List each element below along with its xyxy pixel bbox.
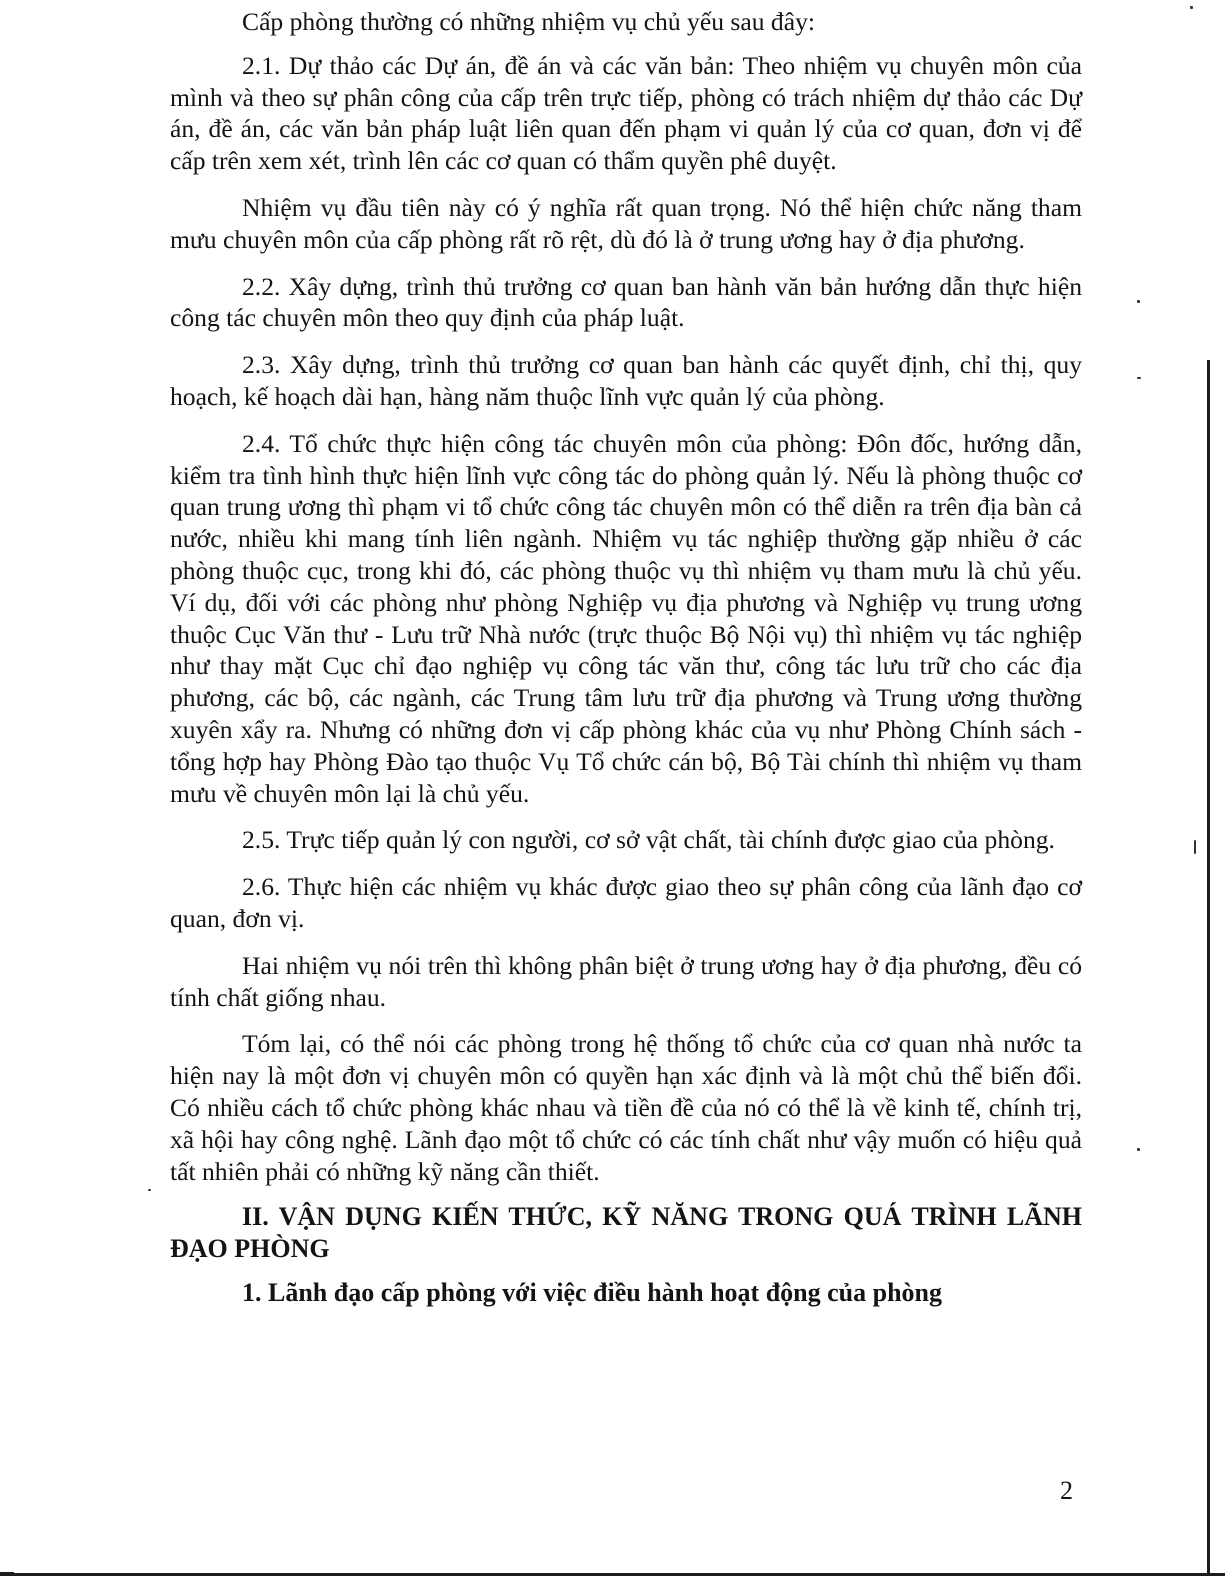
scan-bottom-border	[0, 1573, 1225, 1576]
paragraph-2-2: 2.2. Xây dựng, trình thủ trưởng cơ quan ban hành văn bản hướng dẫn thực hiện công tác chuyên môn theo quy định của pháp luật.	[170, 271, 1082, 333]
page-number: 2	[1060, 1476, 1073, 1505]
paragraph-2-1: 2.1. Dự thảo các Dự án, đề án và các văn bản: Theo nhiệm vụ chuyên môn của mình và theo sự phân công của cấp trên trực tiếp, phòng có trách nhiệm dự thảo các Dự án, đề án, các văn bản pháp luật liên quan đến phạm vi quản lý của cơ quan, đơn vị để cấp trên xem xét, trình lên các cơ quan có thẩm quyền phê duyệt.	[170, 50, 1082, 176]
paragraph-2-4: 2.4. Tổ chức thực hiện công tác chuyên môn của phòng: Đôn đốc, hướng dẫn, kiểm tra tình hình thực hiện lĩnh vực công tác do phòng quản lý. Nếu là phòng thuộc cơ quan trung ương thì phạm vi tổ chức công tác chuyên môn có thể diễn ra trên địa bàn cả nước, nhiều khi mang tính liên ngành. Nhiệm vụ tác nghiệp thường gặp nhiều ở các phòng thuộc cục, trong khi đó, các phòng thuộc vụ thì nhiệm vụ tham mưu là chủ yếu. Ví dụ, đối với các phòng như phòng Nghiệp vụ địa phương và Nghiệp vụ trung ương thuộc Cục Văn thư - Lưu trữ Nhà nước (trực thuộc Bộ Nội vụ) thì nhiệm vụ tác nghiệp như thay mặt Cục chỉ đạo nghiệp vụ công tác văn thư, công tác lưu trữ cho các địa phương, các bộ, các ngành, các Trung tâm lưu trữ địa phương và Trung ương thường xuyên xẩy ra. Nhưng có những đơn vị cấp phòng khác của vụ như Phòng Chính sách - tổng hợp hay Phòng Đào tạo thuộc Vụ Tổ chức cán bộ, Bộ Tài chính thì nhiệm vụ tham mưu về chuyên môn lại là chủ yếu.	[170, 428, 1082, 808]
paragraph-first-task: Nhiệm vụ đầu tiên này có ý nghĩa rất quan trọng. Nó thể hiện chức năng tham mưu chuyên môn của cấp phòng rất rõ rệt, dù đó là ở trung ương hay ở địa phương.	[170, 192, 1082, 254]
scan-right-border	[1207, 360, 1210, 1573]
scan-speck	[1137, 300, 1140, 303]
paragraph-two-tasks: Hai nhiệm vụ nói trên thì không phân biệt ở trung ương hay ở địa phương, đều có tính chất giống nhau.	[170, 950, 1082, 1012]
scan-speck	[1137, 377, 1141, 379]
scan-speck	[1190, 6, 1193, 9]
paragraph-2-5: 2.5. Trực tiếp quản lý con người, cơ sở vật chất, tài chính được giao của phòng.	[242, 825, 1055, 855]
scan-left-edge-mark	[0, 1572, 14, 1576]
document-page	[170, 0, 1082, 1309]
scan-speck	[1137, 1148, 1140, 1151]
scan-speck	[148, 1189, 151, 1191]
paragraph-2-6: 2.6. Thực hiện các nhiệm vụ khác được giao theo sự phân công của lãnh đạo cơ quan, đơn vị.	[170, 872, 1082, 933]
subsection-heading: 1. Lãnh đạo cấp phòng với việc điều hành hoạt động của phòng	[242, 1278, 943, 1308]
paragraph-summary: Tóm lại, có thể nói các phòng trong hệ thống tổ chức của cơ quan nhà nước ta hiện nay là một đơn vị chuyên môn có quyền hạn xác định và là một chủ thể biến đổi. Có nhiều cách tổ chức phòng khác nhau và tiền đề của nó có thể là về kinh tế, chính trị, xã hội hay công nghệ. Lãnh đạo một tổ chức có các tính chất như vậy muốn có hiệu quả tất nhiên phải có những kỹ năng cần thiết.	[170, 1029, 1082, 1186]
scan-speck	[1194, 840, 1196, 854]
paragraph-2-3: 2.3. Xây dựng, trình thủ trưởng cơ quan ban hành các quyết định, chỉ thị, quy hoạch, kế hoạch dài hạn, hàng năm thuộc lĩnh vực quản lý của phòng.	[170, 350, 1082, 411]
section-heading: II. VẬN DỤNG KIẾN THỨC, KỸ NĂNG TRONG QUÁ TRÌNH LÃNH ĐẠO PHÒNG	[170, 1202, 1082, 1264]
intro-paragraph: Cấp phòng thường có những nhiệm vụ chủ yếu sau đây:	[242, 7, 815, 36]
